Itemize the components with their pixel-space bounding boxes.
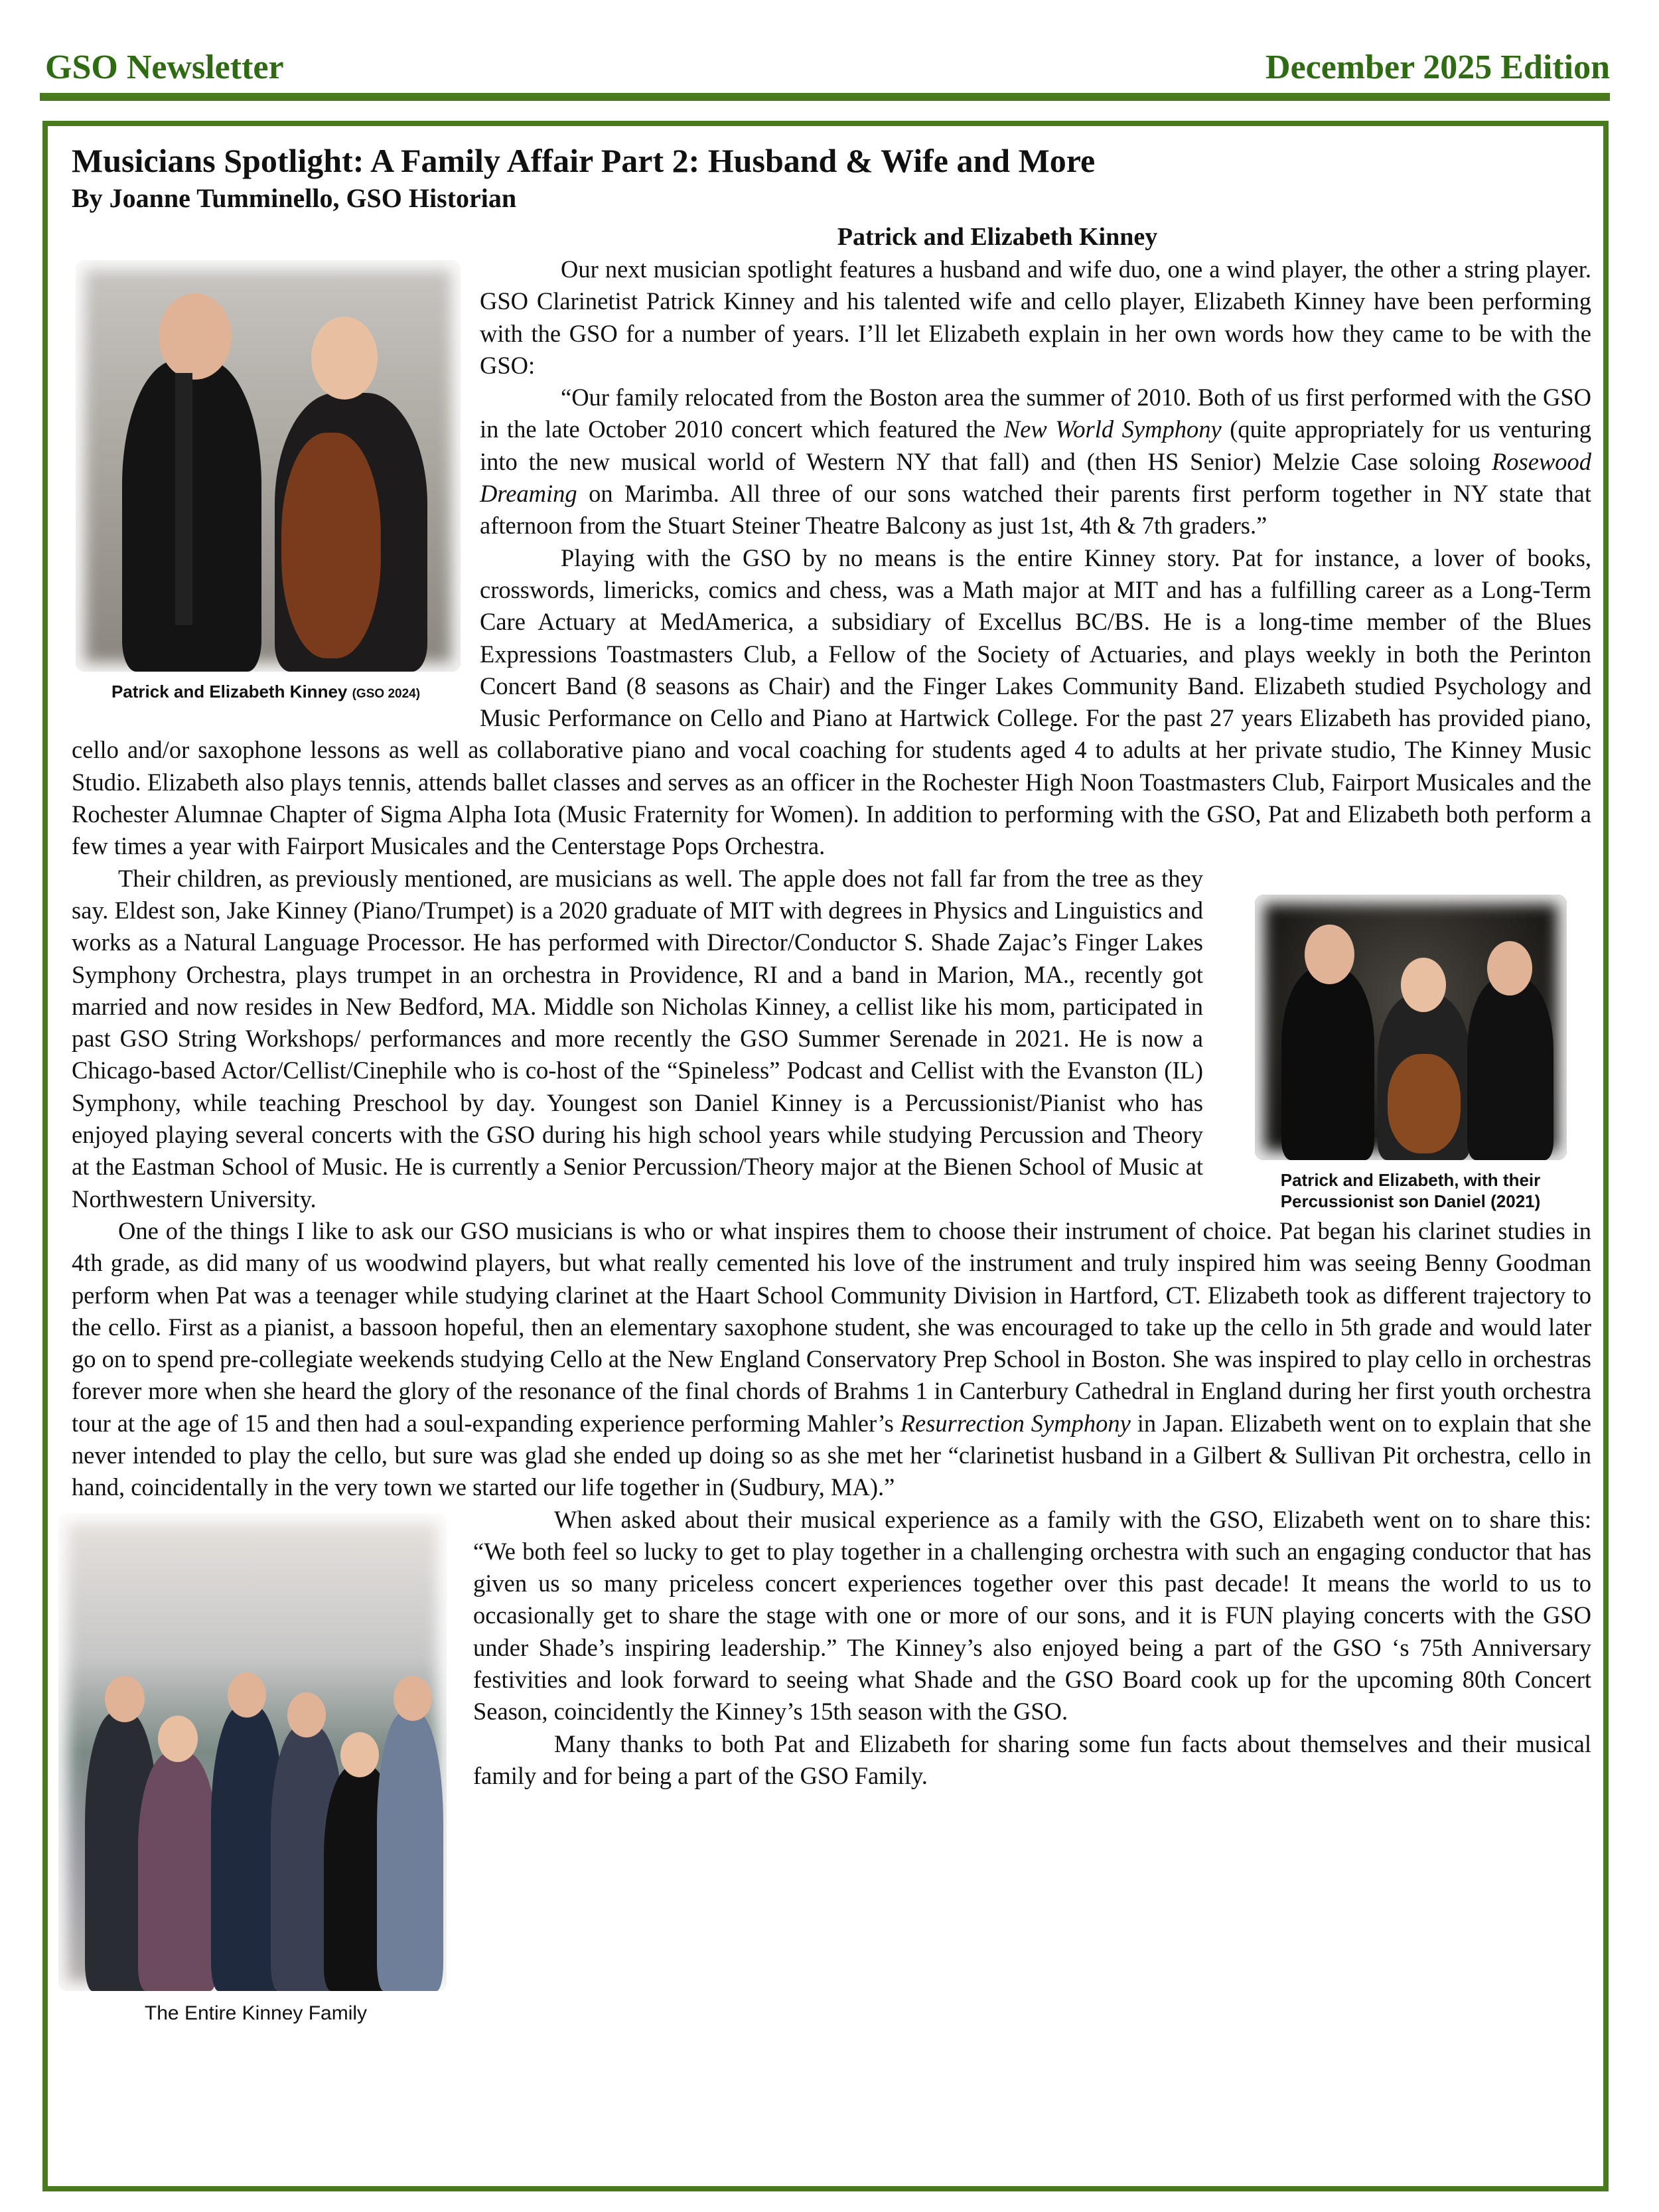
paragraph-1: Our next musician spotlight features a husband and wife duo, one a wind player, the other a string player. GSO Clarinetist Patrick Kinney and his talented wife and cello player, Elizabeth Kinney have been performing with the GSO for a number of years. I’ll let Elizabeth explain in her own words how they came to be with the GSO: <box>480 256 1591 379</box>
paragraph-3: Playing with the GSO by no means is the entire Kinney story. Pat for instance, a lover of books, crosswords, limericks, comics and chess, was a Math major at MIT and has a fulfilling career as a Long-Term Care Actuary at MedAmerica, a subsidiary of Excellus BC/BS. He is a long-time member of the Blues Expressions Toastmasters Club, a Fellow of the Society of Actuaries, and plays weekly in both the Perinton Concert Band (8 seasons as Chair) and the Finger Lakes Community Band. Elizabeth studied Psychology and Music Performance on Cello and Piano at Hartwick College. For the past 27 years Elizabeth has provided piano, cello and/or saxophone lessons as well as collaborative piano and vocal coaching for students aged 4 to adults at her private studio, The Kinney Music Studio. Elizabeth also plays tennis, attends ballet classes and serves as an officer in the Rochester High Noon Toastmasters Club, Fairport Musicales and the Rochester Alumnae Chapter of Sigma Alpha Iota (Music Fraternity for Women). In addition to performing with the GSO, Pat and Elizabeth both perform a few times a year with Fairport Musicales and the Centerstage Pops Orchestra. <box>72 544 1591 860</box>
figure-with-daniel <box>1230 895 1591 1212</box>
paragraph-5: One of the things I like to ask our GSO musicians is who or what inspires them to choose their instrument of choice. Pat began his clarinet studies in 4th grade, as did many of us woodwind players, but what really cemented his love of the instrument and truly inspired him was seeing Benny Goodman perform when Pat was a teenager while studying clarinet at the Haart School Community Division in Hartford, CT. Elizabeth took as different trajectory to the cello. First as a pianist, a bassoon hopeful, then an elementary saxophone student, she was encouraged to take up the cello in 5th grade and would later go on to spend pre-collegiate weekends studying Cello at the New England Conservatory Prep School in Boston. She was inspired to play cello in orchestras forever more when she heard the glory of the resonance of the final chords of Brahms 1 in Canterbury Cathedral in England during her first youth orchestra tour at the age of 15 and then had a soul-expanding experience performing Mahler’s Resurrection Symphony in Japan. Elizabeth went on to explain that she never intended to play the cello, but sure was glad she ended up doing so as she met her “clarinetist husband in a Gilbert & Sullivan Pit orchestra, cello in hand, coincidentally in the very town we started our life together in (Sudbury, MA).” <box>72 1217 1591 1501</box>
paragraph-7: Many thanks to both Pat and Elizabeth for sharing some fun facts about themselves and their musical family and for being a part of the GSO Family. <box>473 1730 1591 1789</box>
newsletter-name: GSO Newsletter <box>45 48 284 86</box>
paragraph-2: “Our family relocated from the Boston area the summer of 2010. Both of us first performed with the GSO in the late October 2010 concert which featured the New World Symphony (quite appropriately for us venturing into the new musical world of Western NY that fall) and (then HS Senior) Melzie Case soloing Rosewood Dreaming on Marimba. All three of our sons watched their parents first perform together in NY state that afternoon from the Stuart Steiner Theatre Balcony as just 1st, 4th & 7th graders.” <box>480 384 1591 540</box>
header-rule <box>40 93 1610 101</box>
paragraph-6: When asked about their musical experience as a family with the GSO, Elizabeth went on to share this: “We both feel so lucky to get to play together in a challenging orchestra with such an engaging conductor that has given us so many priceless concert experiences together over this past decade! It means the world to us to occasionally get to share the stage with one or more of our sons, and it is FUN playing concerts with the GSO under Shade’s inspiring leadership.” The Kinney’s also enjoyed being a part of the GSO ‘s 75th Anniversary festivities and look forward to seeing what Shade and the GSO Board cook up for the upcoming 80th Concert Season, coincidently the Kinney’s 15th season with the GSO. <box>473 1505 1591 1726</box>
figure-couple-caption: Patrick and Elizabeth Kinney (GSO 2024) <box>111 682 421 701</box>
paragraph-4: Their children, as previously mentioned, are musicians as well. The apple does not fall far from the tree as they say. Eldest son, Jake Kinney (Piano/Trumpet) is a 2020 graduate of MIT with degrees in Physics and Linguistics and works as a Natural Language Processor. He has performed with Director/Conductor S. Shade Zajac’s Finger Lakes Symphony Orchestra, plays trumpet in an orchestra in Providence, RI and a band in Marion, MA., recently got married and now resides in New Bedford, MA. Middle son Nicholas Kinney, a cellist like his mom, participated in past GSO String Workshops/ performances and more recently the GSO Summer Serenade in 2021. He is now a Chicago-based Actor/Cellist/Cinephile who is co-host of the “Spineless” Podcast and Cellist with the Evanston (IL) Symphony, while teaching Preschool by day. Youngest son Daniel Kinney is a Percussionist/Pianist who has enjoyed playing several concerts with the GSO during his high school years while studying Percussion and Theory at the Eastman School of Music. He is currently a Senior Percussion/Theory major at the Bienen School of Music at Northwestern University. <box>72 864 1203 1213</box>
article-title: Musicians Spotlight: A Family Affair Part 2: Husband & Wife and More <box>72 142 1096 179</box>
figure-family-caption: The Entire Kinney Family <box>144 2002 368 2024</box>
figure-with-daniel-caption: Patrick and Elizabeth, with their Percussionist son Daniel (2021) <box>1280 1169 1541 1211</box>
edition-date: December 2025 Edition <box>1265 48 1610 86</box>
article-byline: By Joanne Tumminello, GSO Historian <box>72 183 517 213</box>
photo-patrick-elizabeth <box>76 260 461 672</box>
photo-entire-family <box>58 1513 447 1991</box>
figure-couple <box>72 260 460 705</box>
photo-with-daniel <box>1255 895 1567 1160</box>
figure-family <box>58 1513 453 2024</box>
section-heading: Patrick and Elizabeth Kinney <box>837 223 1158 251</box>
article <box>72 133 1591 2024</box>
